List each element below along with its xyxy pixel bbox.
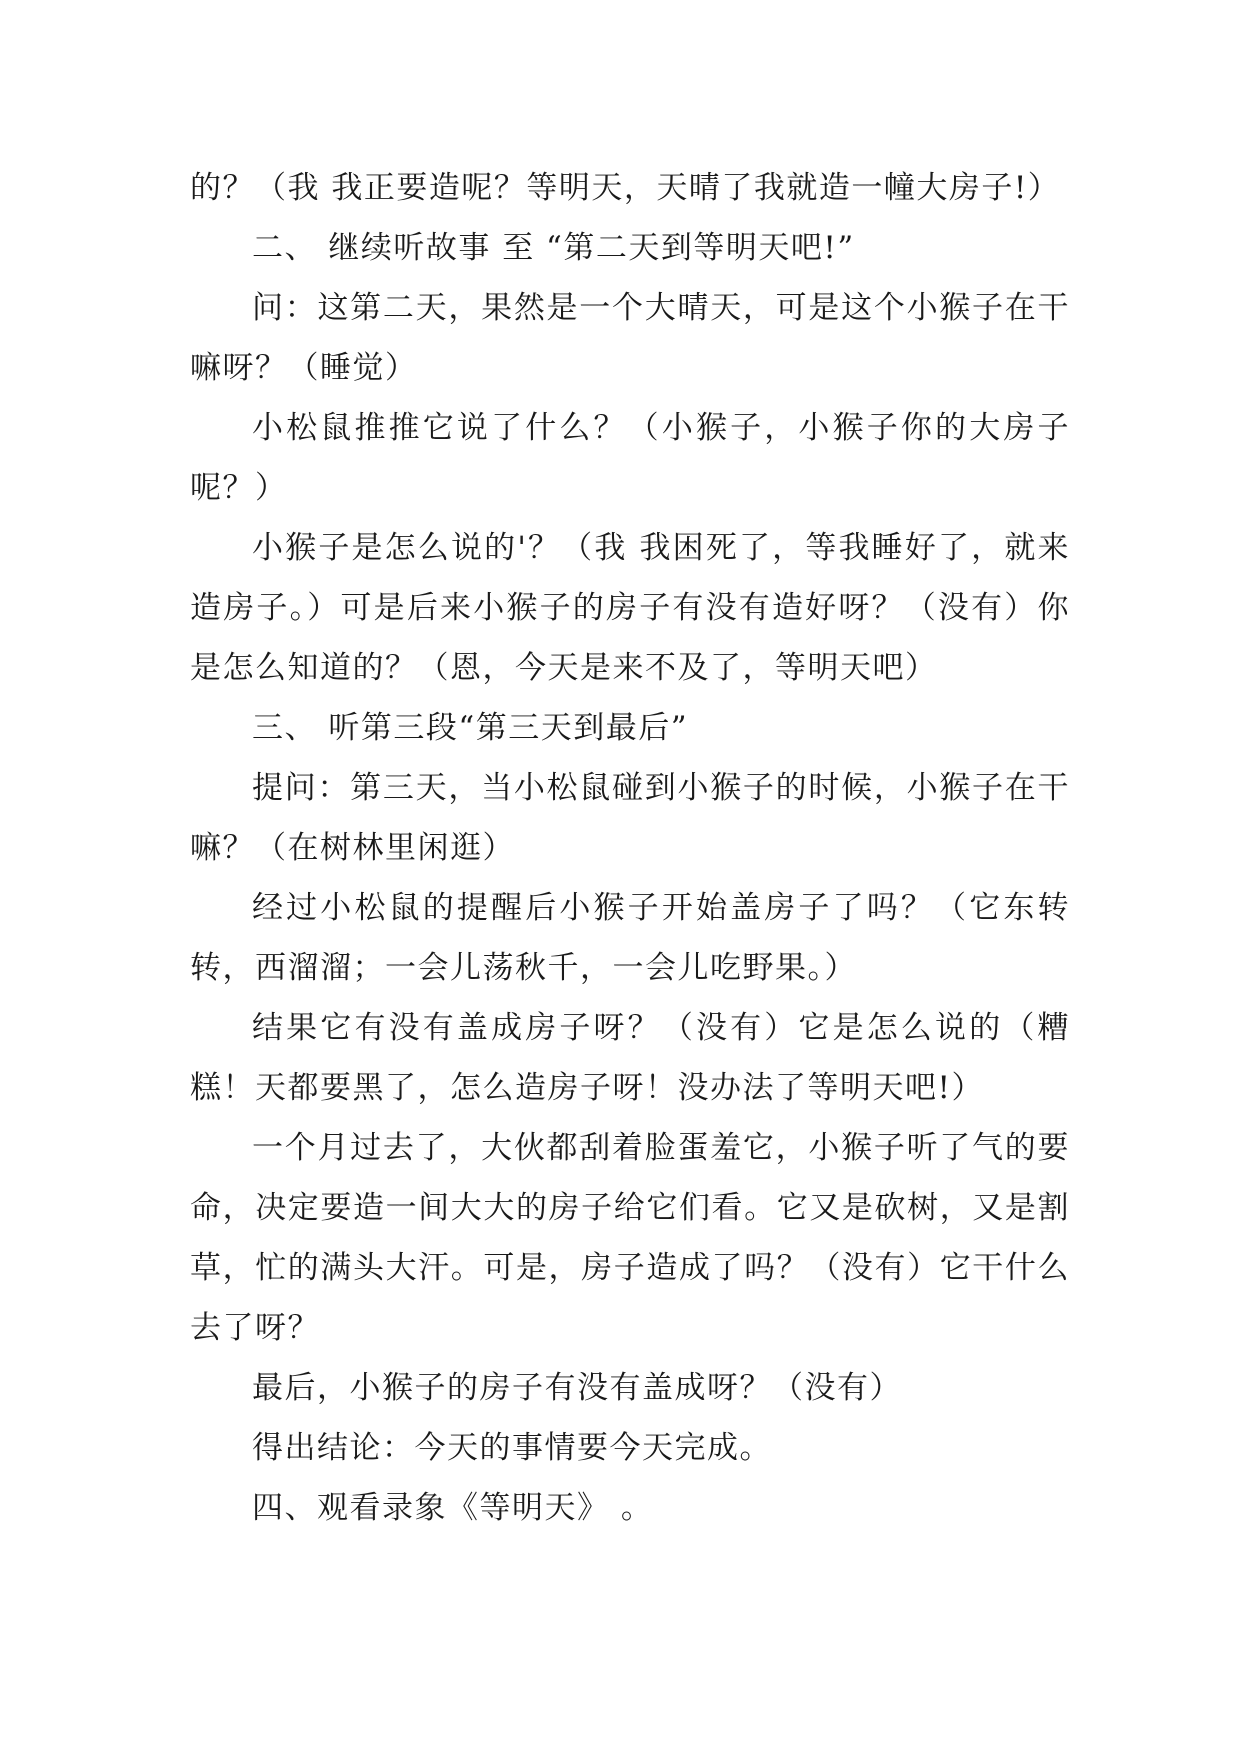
paragraph-section-2-heading: 二、 继续听故事 至 “第二天到等明天吧!” [252, 230, 855, 266]
document-body [190, 158, 1070, 1538]
paragraph-monkey-answer: 小猴子是怎么说的'？（我 我困死了，等我睡好了，就来造房子。）可是后来小猴子的房子有没有造好呀？（没有）你是怎么知道的？（恩，今天是来不及了，等明天吧） [190, 530, 1070, 686]
paragraph-reminder: 经过小松鼠的提醒后小猴子开始盖房子了吗？（它东转转，西溜溜；一会儿荡秋千，一会儿吃野果。） [190, 890, 1070, 986]
paragraph-continuation: 的？（我 我正要造呢？等明天，天晴了我就造一幢大房子!） [190, 170, 1061, 206]
paragraph-squirrel-question: 小松鼠推推它说了什么？（小猴子，小猴子你的大房子呢？） [190, 410, 1070, 506]
paragraph-question-second-day: 问：这第二天，果然是一个大晴天，可是这个小猴子在干嘛呀？（睡觉） [190, 290, 1070, 386]
paragraph-finally: 最后，小猴子的房子有没有盖成呀？（没有） [252, 1370, 902, 1406]
paragraph-section-3-heading: 三、 听第三段“第三天到最后” [252, 710, 689, 746]
paragraph-result: 结果它有没有盖成房子呀？（没有）它是怎么说的（糟糕！天都要黑了，怎么造房子呀！没办法了等明天吧!） [190, 1010, 1070, 1106]
paragraph-section-4-heading: 四、观看录象《等明天》 。 [252, 1490, 654, 1526]
paragraph-conclusion: 得出结论：今天的事情要今天完成。 [252, 1430, 772, 1466]
paragraph-question-third-day: 提问：第三天，当小松鼠碰到小猴子的时候，小猴子在干嘛？（在树林里闲逛） [190, 770, 1070, 866]
paragraph-one-month-later: 一个月过去了，大伙都刮着脸蛋羞它，小猴子听了气的要命，决定要造一间大大的房子给它们看。它又是砍树，又是割草，忙的满头大汗。可是，房子造成了吗？（没有）它干什么去了呀？ [190, 1130, 1070, 1346]
